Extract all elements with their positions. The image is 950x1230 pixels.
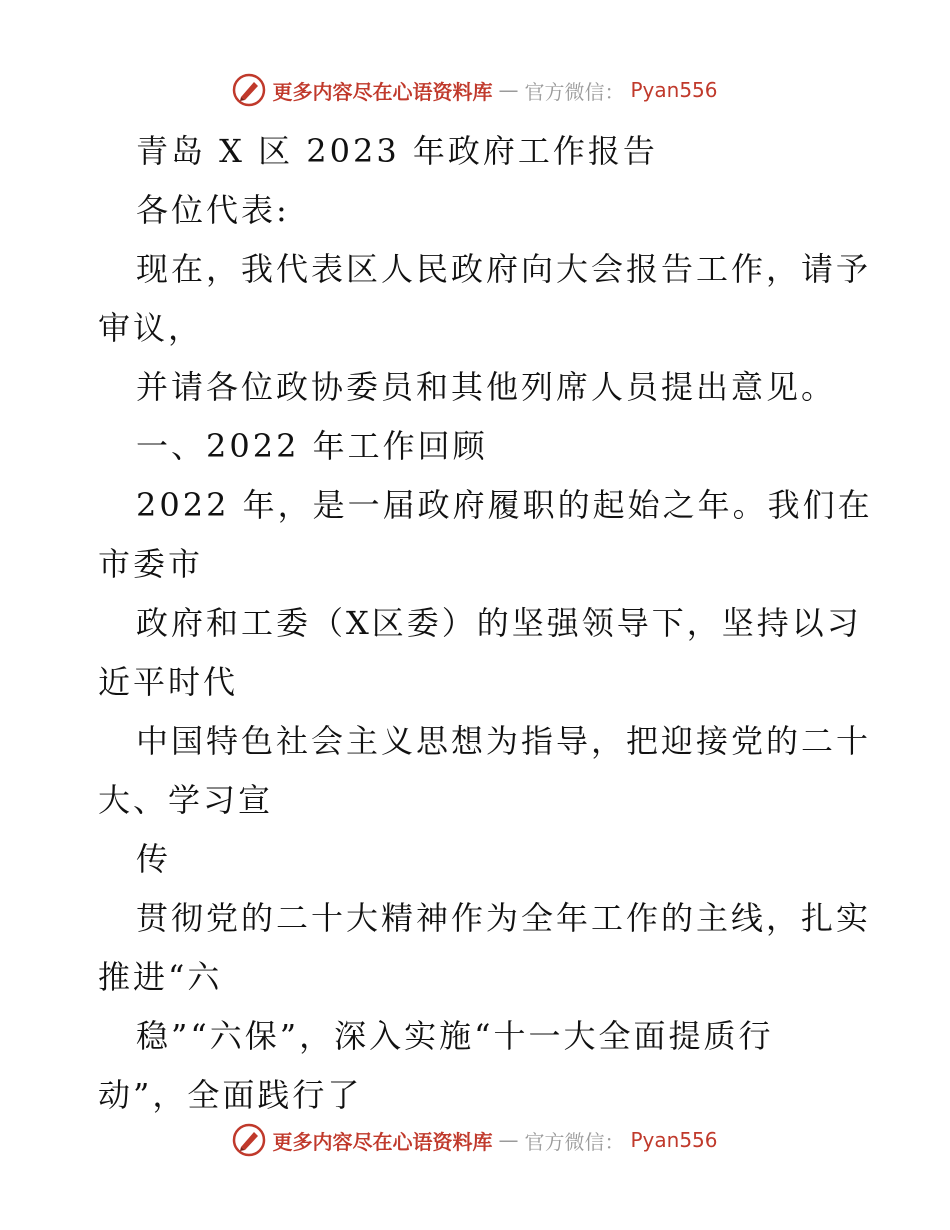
pen-logo-icon	[232, 73, 266, 107]
text-line: 贯彻党的二十大精神作为全年工作的主线，扎实	[136, 899, 872, 937]
text-line: 并请各位政协委员和其他列席人员提出意见。	[136, 368, 837, 406]
text-line: 市委市	[98, 545, 204, 583]
text-line: 现在，我代表区人民政府向大会报告工作，请予	[136, 250, 872, 288]
text-line: 中国特色社会主义思想为指导，把迎接党的二十	[136, 722, 872, 760]
text-line: 大、学习宣	[98, 781, 274, 819]
watermark-sub-text: 官方微信：	[524, 79, 625, 104]
text-line: 一、2022 年工作回顾	[136, 427, 488, 465]
text-line: 传	[136, 840, 172, 878]
watermark-header	[0, 70, 950, 110]
text-line: 动”，全面践行了	[98, 1076, 363, 1114]
watermark-dash: —	[498, 1128, 519, 1152]
text-line: 2022 年，是一届政府履职的起始之年。我们在	[136, 486, 873, 524]
text-line: 各位代表:	[136, 191, 290, 229]
watermark-dash: —	[498, 78, 519, 102]
watermark-main-text: 更多内容尽在心语资料库	[272, 79, 493, 104]
text-line: 推进“六	[98, 958, 223, 996]
document-body	[98, 122, 873, 1125]
text-line: 近平时代	[98, 663, 239, 701]
watermark-footer	[0, 1120, 950, 1160]
watermark-account: Pyan556	[630, 78, 718, 102]
watermark-main-text: 更多内容尽在心语资料库	[272, 1129, 493, 1154]
watermark-account: Pyan556	[630, 1128, 718, 1152]
text-line: 政府和工委（X区委）的坚强领导下，坚持以习	[136, 604, 862, 642]
text-line: 审议，	[98, 309, 204, 347]
watermark-sub-text: 官方微信：	[524, 1129, 625, 1154]
pen-logo-icon	[232, 1123, 266, 1157]
text-line: 青岛 X 区 2023 年政府工作报告	[136, 132, 658, 170]
text-line: 稳”“六保”，深入实施“十一大全面提质行	[136, 1017, 774, 1055]
